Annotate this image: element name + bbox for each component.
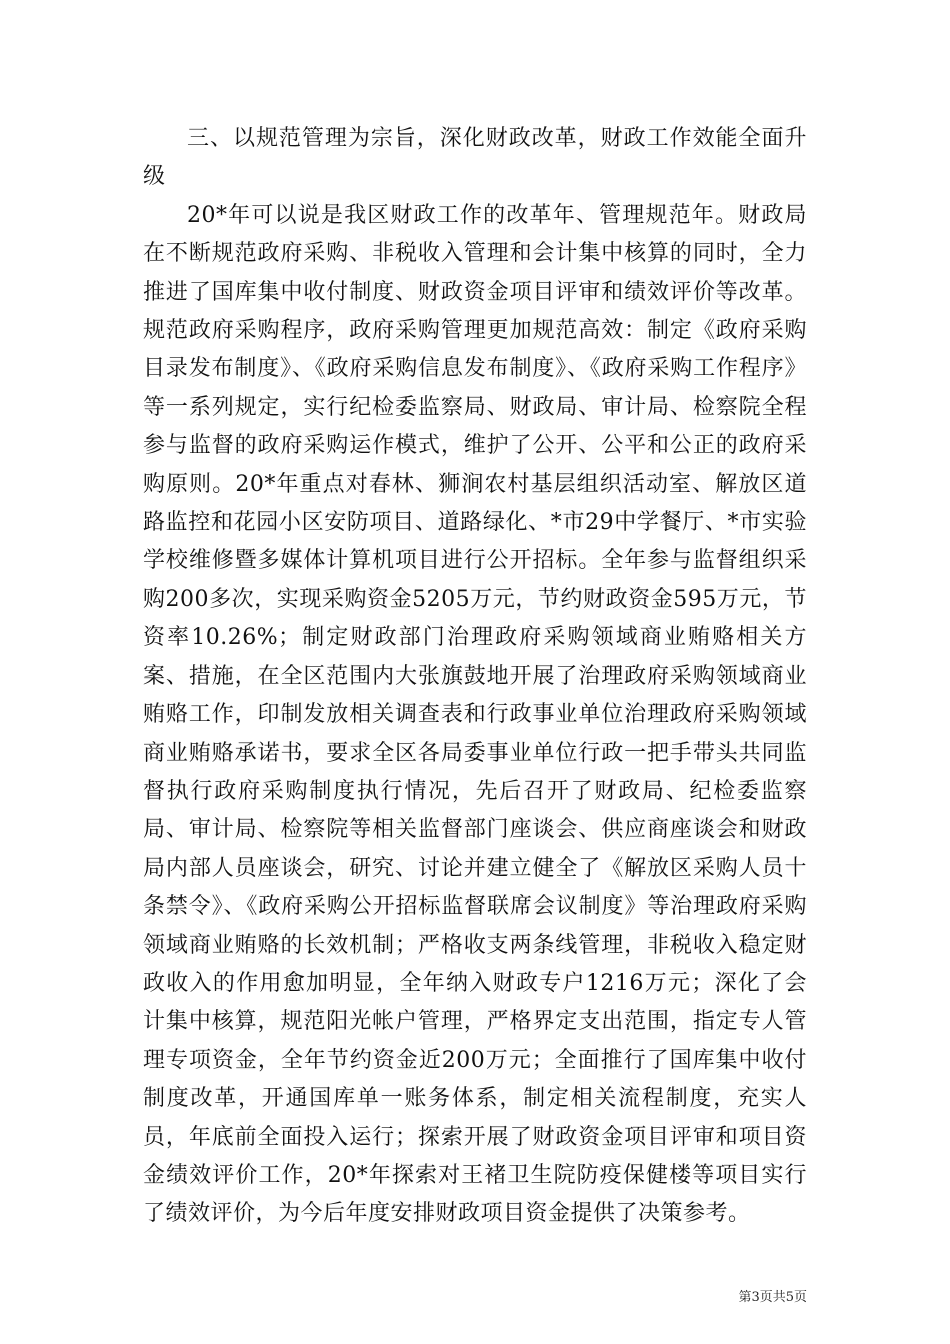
document-content xyxy=(143,120,807,1234)
body-paragraph: 20*年可以说是我区财政工作的改革年、管理规范年。财政局在不断规范政府采购、非税收入管理和会计集中核算的同时，全力推进了国库集中收付制度、财政资金项目评审和绩效评价等改革。规范政府采购程序，政府采购管理更加规范高效：制定《政府采购目录发布制度》、《政府采购信息发布制度》、《政府采购工作程序》等一系列规定，实行纪检委监察局、财政局、审计局、检察院全程参与监督的政府采购运作模式，维护了公开、公平和公正的政府采购原则。20*年重点对春林、狮涧农村基层组织活动室、解放区道路监控和花园小区安防项目、道路绿化、*市29中学餐厅、*市实验学校维修暨多媒体计算机项目进行公开招标。全年参与监督组织采购200多次，实现采购资金5205万元，节约财政资金595万元，节资率10.26%；制定财政部门治理政府采购领域商业贿赂相关方案、措施，在全区范围内大张旗鼓地开展了治理政府采购领域商业贿赂工作，印制发放相关调查表和行政事业单位治理政府采购领域商业贿赂承诺书，要求全区各局委事业单位行政一把手带头共同监督执行政府采购制度执行情况，先后召开了财政局、纪检委监察局、审计局、检察院等相关监督部门座谈会、供应商座谈会和财政局内部人员座谈会，研究、讨论并建立健全了《解放区采购人员十条禁令》、《政府采购公开招标监督联席会议制度》等治理政府采购领域商业贿赂的长效机制；严格收支两条线管理，非税收入稳定财政收入的作用愈加明显，全年纳入财政专户1216万元；深化了会计集中核算，规范阳光帐户管理，严格界定支出范围，指定专人管理专项资金，全年节约资金近200万元；全面推行了国库集中收付制度改革，开通国库单一账务体系，制定相关流程制度，充实人员，年底前全面投入运行；探索开展了财政资金项目评审和项目资金绩效评价工作，20*年探索对王褚卫生院防疫保健楼等项目实行了绩效评价，为今后年度安排财政项目资金提供了决策参考。 xyxy=(143,202,807,1227)
section-heading: 三、以规范管理为宗旨，深化财政改革，财政工作效能全面升级 xyxy=(143,126,807,190)
page-number: 第3页共5页 xyxy=(738,1290,807,1305)
